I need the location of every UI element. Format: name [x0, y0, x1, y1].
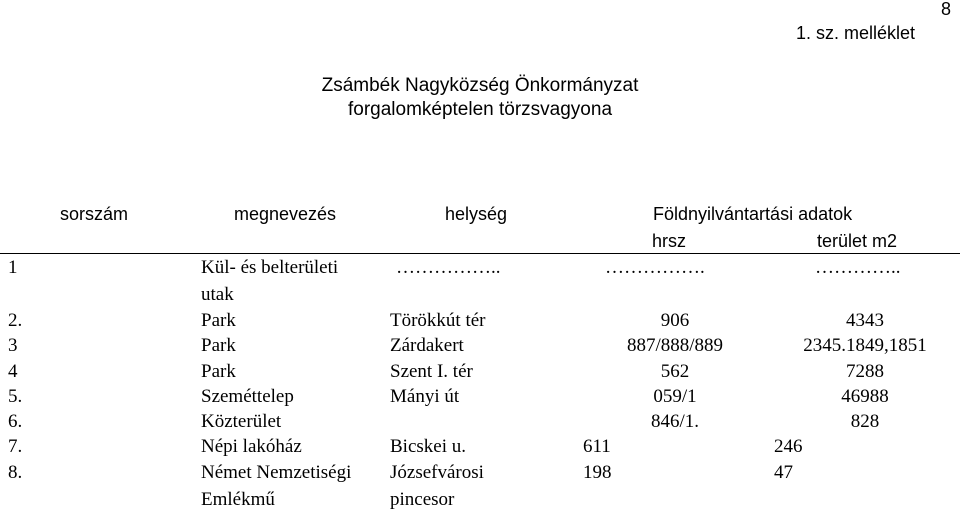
row-name-cont: Emlékmű — [201, 489, 275, 510]
row-hrsz: 906 — [660, 310, 690, 331]
row-number: 3 — [8, 335, 18, 356]
row-area: 46988 — [841, 386, 889, 407]
row-area: 246 — [774, 436, 803, 457]
row-place: Bicskei u. — [390, 436, 466, 457]
row-name: Park — [201, 335, 236, 356]
row-place: …………….. — [396, 257, 501, 278]
row-place: Szent I. tér — [390, 361, 473, 382]
row-area: 7288 — [846, 361, 884, 382]
row-hrsz: 198 — [583, 462, 612, 483]
row-hrsz: ……………. — [605, 257, 705, 278]
row-number: 4 — [8, 361, 18, 382]
annex-label: 1. sz. melléklet — [796, 23, 916, 43]
row-place-cont: pincesor — [390, 489, 455, 510]
row-name-cont: utak — [201, 284, 234, 305]
row-number: 6. — [8, 411, 23, 432]
row-number: 8. — [8, 462, 23, 483]
header-place: helység — [445, 204, 508, 224]
row-name: Német Nemzetiségi — [201, 462, 352, 483]
header-hrsz: hrsz — [652, 231, 687, 251]
row-name: Park — [201, 310, 236, 331]
header-land-registry: Földnyilvántartási adatok — [653, 204, 853, 224]
row-area: 2345.1849,1851 — [803, 335, 927, 356]
row-area: 828 — [850, 411, 880, 432]
row-place: Zárdakert — [390, 335, 464, 356]
title-line-1: Zsámbék Nagyközség Önkormányzat — [321, 75, 639, 96]
header-name: megnevezés — [234, 204, 337, 224]
row-number: 5. — [8, 386, 23, 407]
row-hrsz: 562 — [660, 361, 690, 382]
row-name: Népi lakóház — [201, 436, 302, 457]
row-hrsz: 887/888/889 — [626, 335, 724, 356]
row-name: Park — [201, 361, 236, 382]
row-area: 47 — [774, 462, 793, 483]
header-area: terület m2 — [817, 231, 898, 251]
header-rule — [0, 253, 960, 254]
row-area: 4343 — [846, 310, 884, 331]
row-hrsz: 846/1. — [650, 411, 700, 432]
row-name: Kül- és belterületi — [201, 257, 339, 278]
row-name: Szeméttelep — [201, 386, 294, 407]
row-number: 1 — [8, 257, 18, 278]
row-hrsz: 611 — [583, 436, 611, 457]
row-place: Józsefvárosi — [390, 462, 484, 483]
title-line-2: forgalomképtelen törzsvagyona — [347, 99, 613, 120]
row-place: Törökkút tér — [390, 310, 486, 331]
row-number: 2. — [8, 310, 23, 331]
row-area: ………….. — [815, 257, 901, 278]
row-place: Mányi út — [390, 386, 460, 407]
row-name: Közterület — [201, 411, 282, 432]
header-serial: sorszám — [60, 204, 129, 224]
page-number: 8 — [941, 0, 952, 19]
row-number: 7. — [8, 436, 23, 457]
row-hrsz: 059/1 — [653, 386, 697, 407]
